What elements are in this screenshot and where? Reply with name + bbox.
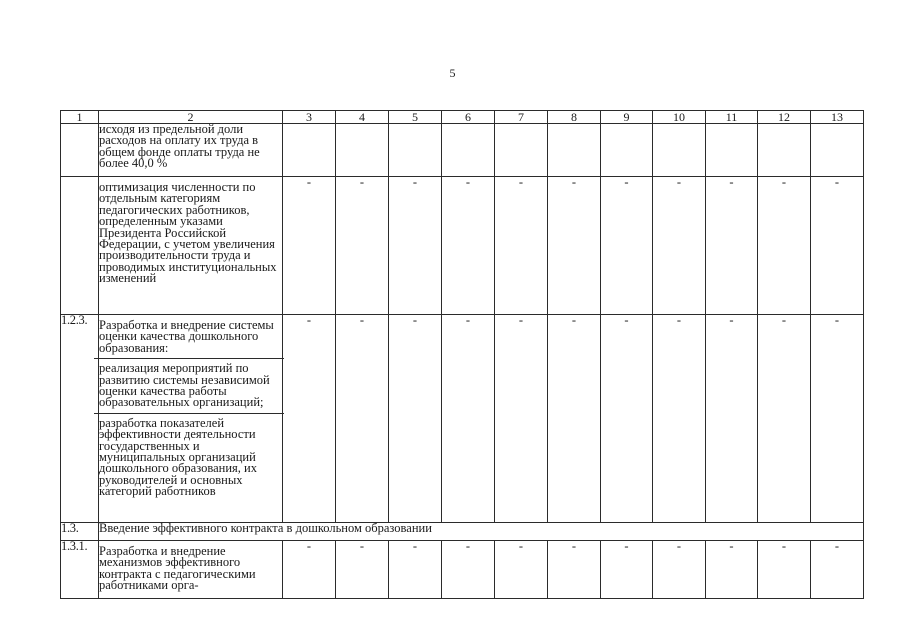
value-cell: -: [495, 315, 548, 523]
column-header: 8: [548, 111, 601, 124]
row-text: исходя из предельной доли расходов на оплату их труда в общем фонде оплаты труда не более 40,0 %: [99, 124, 283, 177]
value-cell: -: [706, 541, 758, 599]
value-cell: -: [389, 177, 442, 315]
value-cell: -: [706, 177, 758, 315]
table-row: [61, 124, 864, 177]
column-header: 1: [61, 111, 99, 124]
row-paragraph: Разработка и внедрение системы оценки качества дошкольного образования:: [99, 318, 274, 355]
value-cell: -: [706, 315, 758, 523]
value-cell: -: [283, 541, 336, 599]
section-row: [61, 523, 864, 541]
value-cell: -: [653, 315, 706, 523]
value-cell: [389, 124, 442, 177]
value-cell: -: [389, 541, 442, 599]
column-header: 13: [811, 111, 864, 124]
value-cell: [442, 124, 495, 177]
value-cell: -: [389, 315, 442, 523]
value-cell: -: [442, 315, 495, 523]
value-cell: -: [495, 177, 548, 315]
column-header: 3: [283, 111, 336, 124]
value-cell: -: [601, 315, 653, 523]
value-cell: -: [811, 541, 864, 599]
value-cell: [601, 124, 653, 177]
value-cell: [758, 124, 811, 177]
value-cell: [706, 124, 758, 177]
value-cell: [653, 124, 706, 177]
column-header: 4: [336, 111, 389, 124]
divider: [94, 358, 284, 359]
row-text: оптимизация численности по отдельным категориям педагогических работников, определенным указами Президента Российской Федерации, с учетом увеличения производительности труда и проводимых институциональных изменений: [99, 177, 283, 315]
value-cell: -: [495, 541, 548, 599]
page-number: 5: [449, 66, 456, 80]
measures-table: [60, 110, 864, 599]
column-header: 7: [495, 111, 548, 124]
value-cell: -: [811, 315, 864, 523]
value-cell: -: [283, 177, 336, 315]
row-number: 1.3.: [61, 523, 99, 541]
value-cell: [811, 124, 864, 177]
row-text: [99, 315, 283, 523]
value-cell: -: [336, 177, 389, 315]
row-number: [61, 124, 99, 177]
column-header: 9: [601, 111, 653, 124]
value-cell: -: [601, 177, 653, 315]
value-cell: -: [601, 541, 653, 599]
row-number: 1.2.3.: [61, 315, 99, 523]
row-number: 1.3.1.: [61, 541, 99, 599]
column-header: 12: [758, 111, 811, 124]
value-cell: -: [283, 315, 336, 523]
table-row: [61, 177, 864, 315]
row-paragraph: реализация мероприятий по развитию системы независимой оценки качества работы образовательных организаций;: [99, 361, 270, 410]
value-cell: -: [758, 541, 811, 599]
column-header: 10: [653, 111, 706, 124]
value-cell: -: [336, 541, 389, 599]
divider: [94, 413, 284, 414]
value-cell: [283, 124, 336, 177]
row-number: [61, 177, 99, 315]
row-text: Разработка и внедрение механизмов эффективного контракта с педагогическими работниками орга-: [99, 541, 283, 599]
value-cell: -: [548, 315, 601, 523]
value-cell: -: [548, 177, 601, 315]
value-cell: -: [336, 315, 389, 523]
column-header: 11: [706, 111, 758, 124]
value-cell: [548, 124, 601, 177]
value-cell: -: [811, 177, 864, 315]
column-header: 5: [389, 111, 442, 124]
table-row: [61, 315, 864, 523]
column-header: 2: [99, 111, 283, 124]
value-cell: [336, 124, 389, 177]
table-row: [61, 541, 864, 599]
column-header: 6: [442, 111, 495, 124]
row-paragraph: разработка показателей эффективности деятельности государственных и муниципальных организаций дошкольного образования, их руководителей и основных категорий работников: [99, 415, 257, 499]
value-cell: -: [653, 177, 706, 315]
value-cell: -: [653, 541, 706, 599]
value-cell: -: [758, 177, 811, 315]
section-title: Введение эффективного контракта в дошкольном образовании: [99, 523, 864, 541]
value-cell: -: [442, 177, 495, 315]
value-cell: -: [548, 541, 601, 599]
value-cell: -: [758, 315, 811, 523]
value-cell: [495, 124, 548, 177]
value-cell: -: [442, 541, 495, 599]
